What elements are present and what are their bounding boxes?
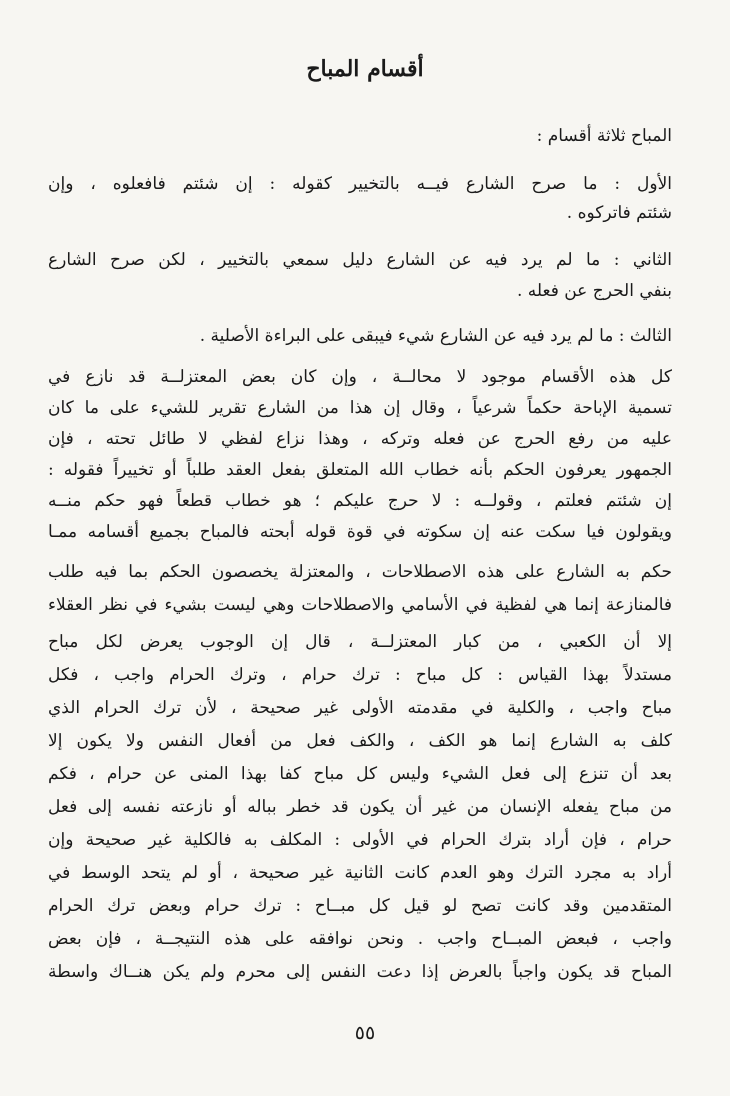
text-line: الثالث : ما لم يرد فيه عن الشارع شيء فيبقى على البراءة الأصلية .: [199, 326, 672, 346]
text-line: بعد أن تنزع إلى فعل الشيء وليس كل مباح كفا بهذا المنى عن حرام ، فكم: [48, 764, 672, 784]
text-line: مباح واجب ، والكلية في مقدمته الأولى غير صحيحة ، لأن ترك الحرام الذي: [48, 698, 672, 718]
text-line: فالمنازعة إنما هي لفظية في الأسامي والاصطلاحات وهي ليست بشيء في نظر العقلاء: [48, 595, 672, 615]
text-line: شئتم فاتركوه .: [566, 203, 672, 223]
text-line: الثاني : ما لم يرد فيه عن الشارع دليل سمعي بالتخيير ، لكن صرح الشارع: [48, 250, 672, 270]
text-line: كل هذه الأقسام موجود لا محالــة ، وإن كان بعض المعتزلــة قد نازع في: [48, 367, 672, 387]
text-line: أراد به مجرد الترك وهو العدم كانت الثانية غير صحيحة ، أو لم يتحد الوسط في: [48, 863, 672, 883]
text-line: المتقدمين وقد كانت تصح لو قيل كل مبــاح : ترك حرام وبعض ترك الحرام: [48, 896, 672, 916]
text-line: إلا أن الكعبي ، من كبار المعتزلــة ، قال إن الوجوب يعرض لكل مباح: [48, 632, 672, 652]
page-number: ٥٥: [354, 1022, 376, 1044]
page-title: أقسام المباح: [306, 56, 424, 82]
text-line: واجب ، فبعض المبــاح واجب . ونحن نوافقه على هذه النتيجــة ، فإن بعض: [48, 929, 672, 949]
text-line: ويقولون فيا سكت عنه إن سكوته في قوة قوله أبحته فالمباح بجميع أقسامه ممـا: [48, 522, 672, 542]
text-line: حرام ، فإن أراد بترك الحرام في الأولى : المكلف به فالكلية غير صحيحة وإن: [48, 830, 672, 850]
text-line: من مباح يفعله الإنسان من غير أن يكون قد خطر بباله أو نازعته نفسه إلى فعل: [48, 797, 672, 817]
text-line: كلف به الشارع إنما هو الكف ، والكف فعل من أفعال النفس ولا يكون إلا: [48, 731, 672, 751]
text-line: حكم به الشارع على هذه الاصطلاحات ، والمعتزلة يخصصون الحكم بما فيه طلب: [48, 562, 672, 582]
text-line: الأول : ما صرح الشارع فيــه بالتخيير كقوله : إن شئتم فافعلوه ، وإن: [48, 174, 672, 194]
text-line: عليه من رفع الحرج عن فعله وتركه ، وهذا نزاع لفظي لا طائل تحته ، فإن: [48, 429, 672, 449]
text-line: إن شئتم فعلتم ، وقولــه : لا حرج عليكم ؛ هو خطاب قطعاً فهو حكم منــه: [48, 491, 672, 511]
text-line: المباح ثلاثة أقسام :: [536, 126, 672, 146]
text-line: بنفي الحرج عن فعله .: [516, 281, 672, 301]
text-line: تسمية الإباحة حكماً شرعياً ، وقال إن هذا من الشارع تقرير للشيء على ما كان: [48, 398, 672, 418]
text-line: مستدلاً بهذا القياس : كل مباح : ترك حرام ، وترك الحرام واجب ، فكل: [48, 665, 672, 685]
text-line: المباح قد يكون واجباً بالعرض إذا دعت النفس إلى محرم ولم يكن هنــاك واسطة: [48, 962, 672, 982]
text-line: الجمهور يعرفون الحكم بأنه خطاب الله المتعلق بفعل العقد طلباً أو تخييراً فقوله :: [48, 460, 672, 480]
